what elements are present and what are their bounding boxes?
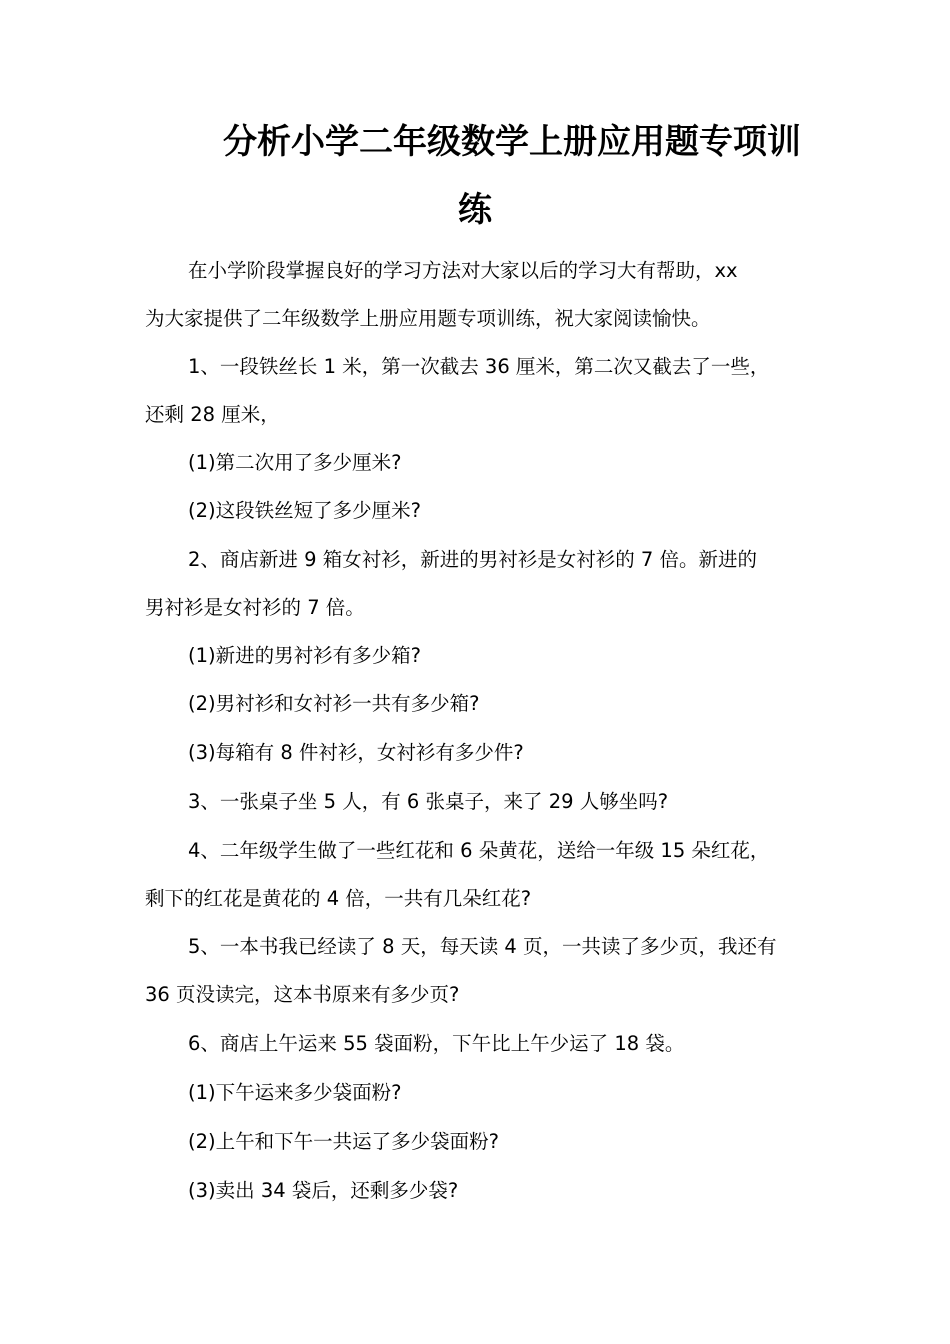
question-4-line-2: 剩下的红花是黄花的 4 倍，一共有几朵红花? [145,887,532,910]
question-2-line-2: 男衬衫是女衬衫的 7 倍。 [145,596,365,619]
question-6-line-1: 6、商店上午运来 55 袋面粉，下午比上午少运了 18 袋。 [188,1032,685,1055]
question-1-line-2: 还剩 28 厘米， [145,403,280,426]
question-4-line-1: 4、二年级学生做了一些红花和 6 朵黄花，送给一年级 15 朵红花， [188,839,770,862]
question-3-line-1: 3、一张桌子坐 5 人，有 6 张桌子，来了 29 人够坐吗? [188,790,669,813]
intro-paragraph-line-1: 在小学阶段掌握良好的学习方法对大家以后的学习大有帮助，xx [188,259,738,282]
question-2-line-1: 2、商店新进 9 箱女衬衫，新进的男衬衫是女衬衫的 7 倍。新进的 [188,548,758,571]
question-5-line-1: 5、一本书我已经读了 8 天，每天读 4 页，一共读了多少页，我还有 [188,935,777,958]
question-2-sub-3: (3)每箱有 8 件衬衫，女衬衫有多少件? [188,741,524,764]
question-2-sub-2: (2)男衬衫和女衬衫一共有多少箱? [188,692,480,715]
intro-paragraph-line-2: 为大家提供了二年级数学上册应用题专项训练，祝大家阅读愉快。 [145,307,711,330]
question-1-line-1: 1、一段铁丝长 1 米，第一次截去 36 厘米，第二次又截去了一些， [188,355,770,378]
question-6-sub-3: (3)卖出 34 袋后，还剩多少袋? [188,1179,459,1202]
document-title-line-1: 分析小学二年级数学上册应用题专项训 [223,122,801,162]
question-6-sub-2: (2)上午和下午一共运了多少袋面粉? [188,1130,499,1153]
question-1-sub-1: (1)第二次用了多少厘米? [188,451,402,474]
question-5-line-2: 36 页没读完，这本书原来有多少页? [145,983,460,1006]
question-2-sub-1: (1)新进的男衬衫有多少箱? [188,644,421,667]
document-title-line-2: 练 [458,190,492,230]
question-6-sub-1: (1)下午运来多少袋面粉? [188,1081,402,1104]
question-1-sub-2: (2)这段铁丝短了多少厘米? [188,499,421,522]
